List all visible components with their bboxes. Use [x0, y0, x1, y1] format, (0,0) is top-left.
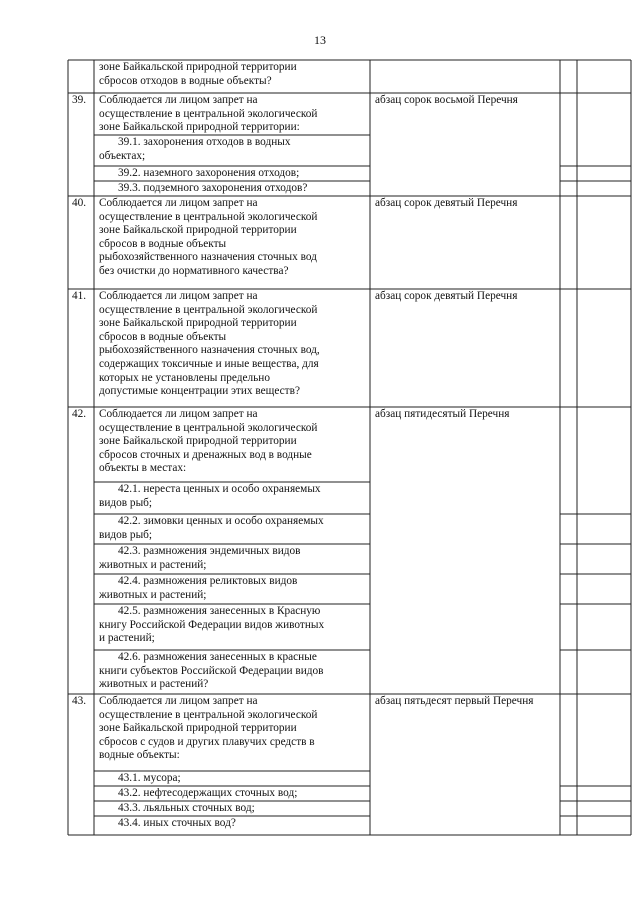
row-number: 42. [72, 408, 87, 420]
question-text-line: зоне Байкальской природной территории: [99, 121, 300, 134]
row-number: 41. [72, 290, 87, 302]
subitem-text-line: 42.5. размножения занесенных в Красную [118, 605, 321, 617]
question-text-line: рыбохозяйственного назначения сточных вод, [99, 344, 320, 357]
subitem-text-line: животных и растений; [99, 588, 207, 601]
subitem-text-line: 42.4. размножения реликтовых видов [118, 575, 298, 587]
reference-text: абзац сорок девятый Перечня [375, 197, 518, 209]
reference-text: абзац пятьдесят первый Перечня [375, 695, 534, 707]
subitem-text-line: 42.3. размножения эндемичных видов [118, 545, 301, 557]
question-text-line: сбросов с судов и других плавучих средств в [99, 735, 315, 748]
question-text-line: Соблюдается ли лицом запрет на [99, 94, 258, 106]
reference-text: абзац сорок девятый Перечня [375, 290, 518, 302]
question-text-line: осуществление в центральной экологической [99, 708, 318, 721]
subitem-text-line: 42.2. зимовки ценных и особо охраняемых [118, 515, 324, 527]
question-text-line: Соблюдается ли лицом запрет на [99, 197, 258, 209]
subitem-text-line: 39.1. захоронения отходов в водных [118, 136, 291, 148]
question-text-line: осуществление в центральной экологической [99, 303, 318, 316]
question-text-line: водные объекты: [99, 749, 180, 762]
question-text-line: допустимые концентрации этих веществ? [99, 385, 300, 398]
row-number: 39. [72, 94, 87, 106]
question-text-line: зоне Байкальской природной территории [99, 435, 297, 448]
subitem-text-line: 43.4. иных сточных вод? [118, 817, 236, 829]
question-text-line: осуществление в центральной экологической [99, 107, 318, 120]
reference-text: абзац пятидесятый Перечня [375, 408, 510, 420]
question-text-line: зоне Байкальской природной территории [99, 224, 297, 237]
question-text-line: зоне Байкальской природной территории [99, 317, 297, 330]
question-text-line: объекты в местах: [99, 462, 187, 475]
row-number: 40. [72, 197, 87, 209]
question-text-line: зоне Байкальской природной территории [99, 61, 297, 73]
subitem-text-line: 42.1. нереста ценных и особо охраняемых [118, 483, 321, 495]
subitem-text-line: 43.1. мусора; [118, 772, 181, 784]
subitem-text-line: 43.3. льяльных сточных вод; [118, 802, 255, 814]
question-text-line: Соблюдается ли лицом запрет на [99, 695, 258, 707]
subitem-text-line: животных и растений; [99, 558, 207, 571]
subitem-text-line: 43.2. нефтесодержащих сточных вод; [118, 787, 298, 799]
question-text-line: рыбохозяйственного назначения сточных вод [99, 251, 317, 264]
question-text-line: сбросов сточных и дренажных вод в водные [99, 448, 312, 461]
question-text-line: сбросов в водные объекты [99, 237, 227, 250]
subitem-text-line: объектах; [99, 149, 146, 162]
page-number: 13 [314, 33, 326, 47]
subitem-text-line: и растений; [99, 632, 155, 645]
subitem-text-line: видов рыб; [99, 528, 153, 541]
question-text-line: осуществление в центральной экологической [99, 421, 318, 434]
subitem-text-line: книгу Российской Федерации видов животных [99, 618, 325, 631]
question-text-line: без очистки до нормативного качества? [99, 265, 289, 277]
question-text-line: содержащих токсичные и иные вещества, для [99, 358, 319, 370]
question-text-line: которых не установлены предельно [99, 371, 270, 384]
question-text-line: зоне Байкальской природной территории [99, 722, 297, 735]
subitem-text-line: животных и растений? [99, 678, 209, 691]
row-number: 43. [72, 695, 87, 707]
subitem-text-line: 42.6. размножения занесенных в красные [118, 651, 317, 663]
question-text-line: Соблюдается ли лицом запрет на [99, 408, 258, 420]
subitem-text-line: видов рыб; [99, 496, 153, 509]
question-text-line: Соблюдается ли лицом запрет на [99, 290, 258, 302]
subitem-text-line: 39.3. подземного захоронения отходов? [118, 182, 308, 194]
subitem-text-line: книги субъектов Российской Федерации видов [99, 664, 324, 677]
subitem-text-line: 39.2. наземного захоронения отходов; [118, 167, 300, 179]
question-text-line: сбросов в водные объекты [99, 330, 227, 343]
question-text-line: сбросов отходов в водные объекты? [99, 74, 272, 87]
question-text-line: осуществление в центральной экологической [99, 210, 318, 223]
reference-text: абзац сорок восьмой Перечня [375, 94, 518, 106]
